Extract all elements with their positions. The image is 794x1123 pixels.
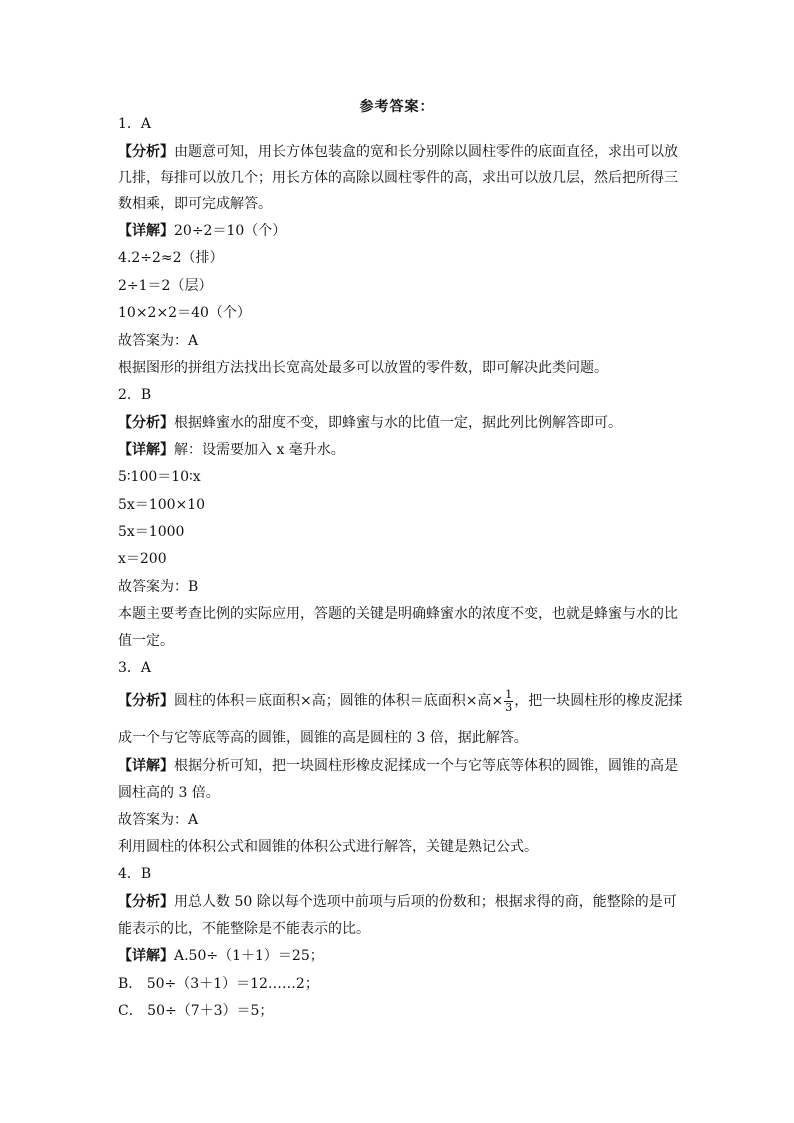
q1-analysis-line-2: 几排，每排可以放几个；用长方体的高除以圆柱零件的高，求出可以放几层，然后把所得三 [118, 170, 678, 186]
detail-tag: 【详解】 [118, 948, 174, 964]
q2-calc-line-2: 5∶100＝10∶x [118, 469, 201, 485]
analysis-tag: 【分析】 [118, 693, 174, 709]
q4-analysis-line [118, 892, 684, 912]
fraction-numerator: 1 [505, 687, 513, 701]
q2-calc-line-3: 5x＝100×10 [118, 497, 206, 513]
q3-comment: 利用圆柱的体积公式和圆锥的体积公式进行解答，关键是熟记公式。 [118, 839, 538, 855]
q1-analysis-line [118, 142, 684, 162]
q3-detail-line [118, 756, 684, 776]
analysis-tag: 【分析】 [118, 144, 174, 160]
q1-detail-text: 20÷2＝10（个） [174, 223, 287, 239]
q1-answer: 故答案为：A [118, 333, 199, 349]
one-third-fraction [504, 689, 513, 714]
q2-analysis-text: 根据蜂蜜水的甜度不变，即蜂蜜与水的比值一定，据此列比例解答即可。 [174, 415, 622, 431]
q1-analysis-text: 由题意可知，用长方体包装盒的宽和长分别除以圆柱零件的底面直径，求出可以放 [174, 144, 678, 160]
q3-detail-line-2: 圆柱高的 3 倍。 [118, 785, 220, 801]
q1-number: 1．A [118, 116, 152, 132]
q4-detail-text: A.50÷（1＋1）＝25； [174, 948, 324, 964]
detail-tag: 【详解】 [118, 758, 174, 774]
q1-calc-line-3: 2÷1＝2（层） [118, 278, 213, 294]
q4-analysis-text: 用总人数 50 除以每个选项中前项与后项的份数和；根据求得的商，能整除的是可 [174, 894, 677, 910]
q1-detail-line [118, 221, 684, 241]
q2-comment-line-2: 值一定。 [118, 633, 174, 649]
q2-answer: 故答案为：B [118, 579, 199, 595]
q4-analysis-line-2: 能表示的比，不能整除是不能表示的比。 [118, 921, 370, 937]
q2-analysis-line [118, 413, 684, 433]
q1-analysis-line-3: 数相乘，即可完成解答。 [118, 196, 272, 212]
q1-calc-line-2: 4.2÷2≈2（排） [118, 250, 224, 266]
q3-analysis-line [118, 686, 684, 716]
q3-answer: 故答案为：A [118, 812, 199, 828]
q3-detail-text: 根据分析可知，把一块圆柱形橡皮泥揉成一个与它等底等体积的圆锥，圆锥的高是 [174, 758, 678, 774]
q3-number: 3．A [118, 660, 152, 676]
q4-calc-line-2: B． 50÷（3＋1）＝12……2； [118, 976, 319, 992]
q2-comment-line-1: 本题主要考查比例的实际应用，答题的关键是明确蜂蜜水的浓度不变，也就是蜂蜜与水的比 [118, 606, 678, 622]
q2-detail-text: 解：设需要加入 x 毫升水。 [174, 442, 345, 458]
analysis-tag: 【分析】 [118, 894, 174, 910]
q4-detail-line [118, 946, 684, 966]
detail-tag: 【详解】 [118, 223, 174, 239]
q3-analysis-text-b: ，把一块圆柱形的橡皮泥揉 [514, 693, 683, 709]
q2-calc-line-5: x＝200 [118, 551, 167, 567]
q4-number: 4．B [118, 866, 152, 882]
fraction-denominator: 3 [505, 700, 513, 714]
q3-analysis-text-a: 圆柱的体积＝底面积×高；圆锥的体积＝底面积×高× [174, 693, 504, 709]
q3-analysis-line-2: 成一个与它等底等高的圆锥，圆锥的高是圆柱的 3 倍，据此解答。 [118, 730, 528, 746]
q2-number: 2．B [118, 387, 152, 403]
q4-calc-line-3: C． 50÷（7＋3）＝5； [118, 1003, 274, 1019]
q1-comment: 根据图形的拼组方法找出长宽高处最多可以放置的零件数，即可解决此类问题。 [118, 360, 608, 376]
q2-calc-line-4: 5x＝1000 [118, 524, 185, 540]
q1-calc-line-4: 10×2×2＝40（个） [118, 305, 251, 321]
analysis-tag: 【分析】 [118, 415, 174, 431]
page-title: 参考答案： [359, 99, 435, 115]
detail-tag: 【详解】 [118, 442, 174, 458]
q2-detail-line [118, 440, 684, 460]
